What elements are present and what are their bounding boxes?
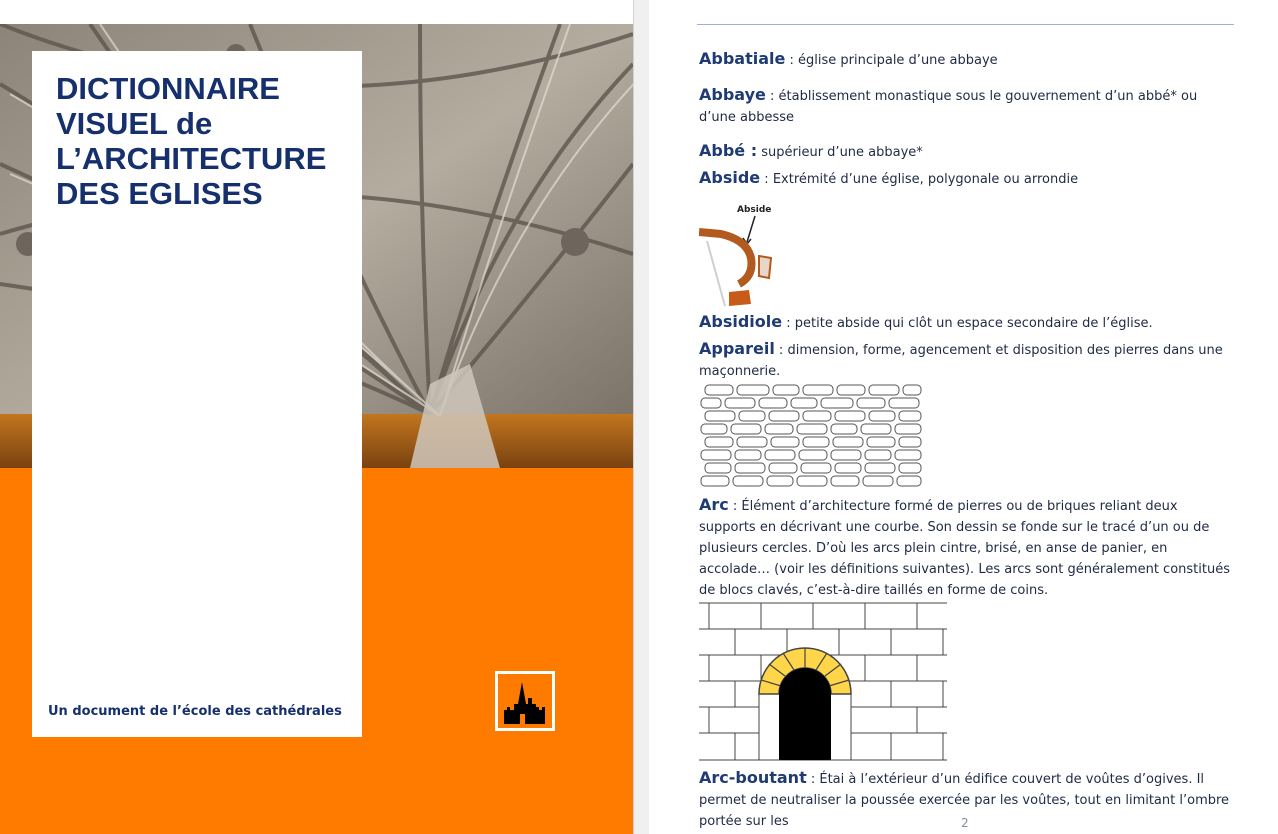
entry-term: Abside (699, 168, 761, 187)
church-silhouette-icon (498, 674, 552, 728)
entry-abbe (699, 140, 1234, 163)
document-title: DICTIONNAIRE VISUEL de L’ARCHITECTURE DES EGLISES (56, 71, 327, 211)
entry-abside (699, 167, 1234, 190)
entry-term: Absidiole (699, 312, 783, 331)
entry-abbatiale (699, 48, 1234, 71)
entry-definition: église principale d’une abbaye (798, 53, 998, 68)
page-number: 2 (961, 816, 969, 830)
entry-definition: Étai à l’extérieur d’un édifice couvert de voûtes d’ogives. Il permet de neutraliser la poussée exercée par les voûtes, tout en limitant l’ombre portée sur les (699, 772, 1230, 829)
entry-term: Abbaye (699, 85, 766, 104)
entry-definition: Élément d’architecture formé de pierres ou de briques reliant deux supports en décrivant une courbe. Son dessin se fonde sur le tracé d’un ou de plusieurs cercles. D’où les arcs plein cintre, brisé, en anse de panier, en accolade… (voir les définitions suivantes). Les arcs sont généralement constitués de blocs clavés, c’est-à-dire taillés en forme de coins. (699, 499, 1230, 598)
stonework-figure (699, 382, 927, 490)
entry-arc (699, 494, 1234, 601)
entry-appareil (699, 338, 1234, 382)
entry-term: Arc-boutant (699, 768, 807, 787)
entry-term: Abbé : (699, 141, 758, 160)
church-logo (495, 671, 555, 731)
title-panel (32, 51, 362, 737)
entry-absidiole (699, 311, 1234, 334)
entry-term: Appareil (699, 339, 775, 358)
entry-separator: : (760, 172, 773, 187)
dictionary-page (649, 0, 1278, 834)
entry-separator: : (765, 89, 779, 104)
entry-separator: : (806, 772, 820, 787)
entry-definition: petite abside qui clôt un espace secondaire de l’église. (794, 316, 1153, 331)
entry-definition: Extrémité d’une église, polygonale ou arrondie (772, 172, 1079, 187)
entry-separator: : (774, 343, 788, 358)
arch-figure (699, 602, 947, 762)
entry-definition: dimension, forme, agencement et disposition des pierres dans une maçonnerie. (699, 343, 1223, 379)
cover-page (0, 0, 633, 834)
abside-plan-figure (699, 196, 783, 308)
entry-term: Arc (699, 495, 729, 514)
entry-definition: établissement monastique sous le gouvernement d’un abbé* ou d’une abbesse (699, 89, 1198, 125)
entry-term: Abbatiale (699, 49, 786, 68)
abside-figure-label: Abside (737, 205, 772, 215)
page-gutter (633, 0, 649, 834)
entry-separator: : (785, 53, 799, 68)
entry-definition: supérieur d’une abbaye* (761, 145, 923, 160)
entry-abbaye (699, 84, 1234, 128)
entry-separator: : (782, 316, 795, 331)
cover-top-margin (0, 0, 633, 24)
header-rule (697, 24, 1234, 25)
document-subtitle: Un document de l’école des cathédrales (48, 704, 342, 719)
entry-separator: : (728, 499, 742, 514)
